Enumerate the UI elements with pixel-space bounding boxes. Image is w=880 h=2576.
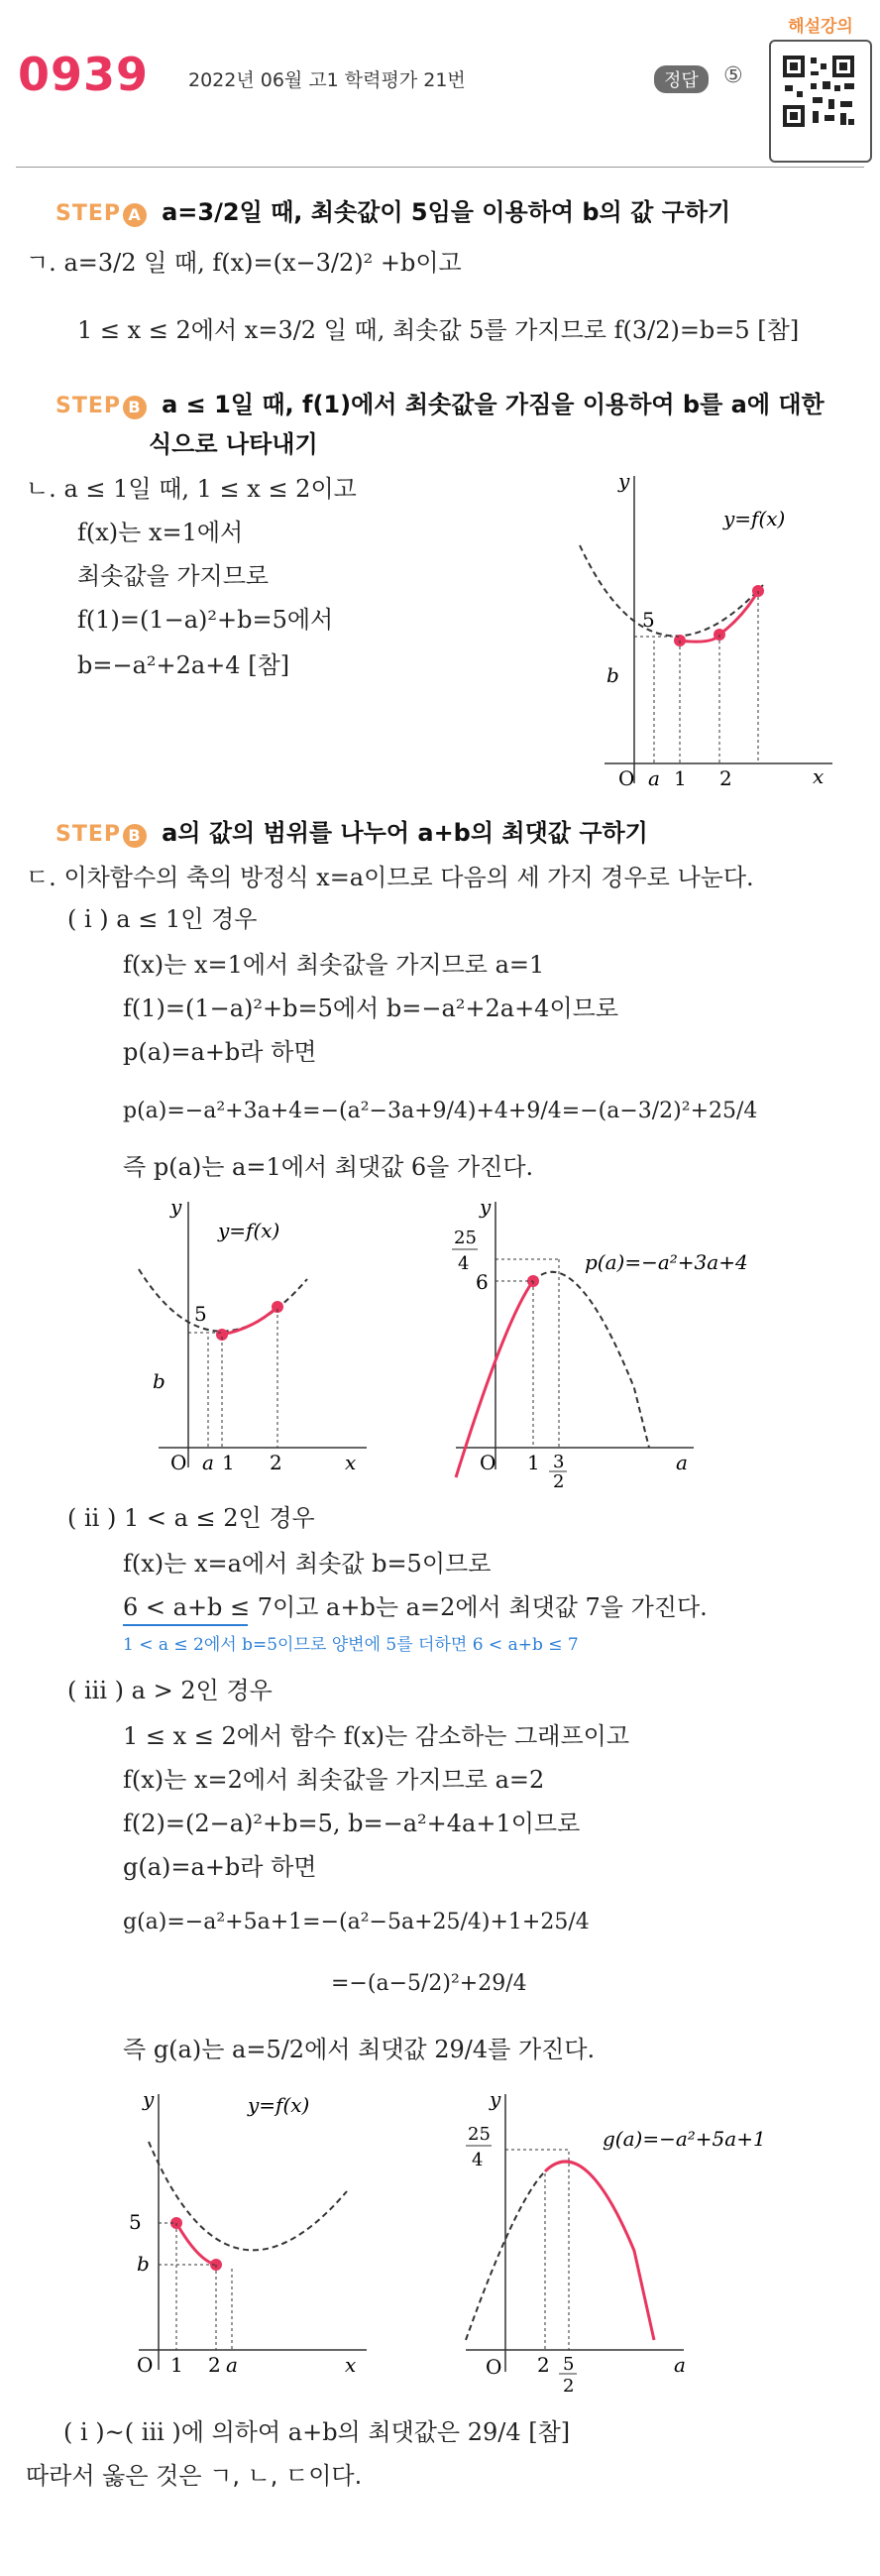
step-a-heading <box>55 192 730 227</box>
value-5-label: 5 <box>129 2210 142 2234</box>
tick-2: 2 <box>537 2353 550 2377</box>
value-6-label: 6 <box>476 1270 489 1294</box>
answer-value: ⑤ <box>723 63 743 88</box>
case3-line4: g(a)=a+b라 하면 <box>123 1853 317 1881</box>
top-num: 25 <box>468 2124 491 2145</box>
case1-line1: f(x)는 x=1에서 최솟값을 가지므로 a=1 <box>123 951 545 979</box>
step-b-title1: a ≤ 1일 때, f(1)에서 최솟값을 가짐을 이용하여 b를 a에 대한 <box>162 391 825 418</box>
case1-line4: p(a)=−a²+3a+4=−(a²−3a+9/4)+4+9/4=−(a−3/2)²+25/4 <box>123 1099 758 1123</box>
step-b-letter: B <box>123 396 147 419</box>
tick-a: a <box>648 766 660 790</box>
tick-2: 2 <box>208 2353 221 2377</box>
tick-den: 2 <box>563 2376 575 2397</box>
case1-line3: p(a)=a+b라 하면 <box>123 1038 317 1066</box>
case3-line5: g(a)=−a²+5a+1=−(a²−5a+25/4)+1+25/4 <box>123 1910 590 1934</box>
y-axis-label: y <box>170 1195 182 1219</box>
parabola-dashed <box>139 1269 307 1332</box>
step-c-tag: STEP <box>55 822 122 847</box>
curve-label: y=f(x) <box>723 507 786 530</box>
x-axis-label: a <box>676 1451 688 1474</box>
step-a-tag: STEP <box>55 201 122 226</box>
tick-5: 5 <box>563 2354 575 2375</box>
parabola-dashed <box>533 1272 649 1448</box>
case1-line5: 즉 p(a)는 a=1에서 최댓값 6을 가진다. <box>123 1153 534 1181</box>
step-a-letter: A <box>123 203 147 227</box>
top-den: 4 <box>472 2150 484 2170</box>
case3-line1: 1 ≤ x ≤ 2에서 함수 f(x)는 감소하는 그래프이고 <box>123 1722 630 1750</box>
tick-2: 2 <box>270 1451 282 1474</box>
graph-case3-left <box>119 2082 396 2380</box>
origin-label: O <box>480 1451 496 1474</box>
tick-1: 1 <box>527 1451 540 1474</box>
curve-label: y=f(x) <box>248 2093 310 2117</box>
graph-case3-right <box>446 2082 862 2400</box>
tick-1: 1 <box>222 1451 235 1474</box>
value-5-label: 5 <box>642 608 655 632</box>
parabola-highlight <box>222 1307 277 1335</box>
origin-label: O <box>137 2353 154 2377</box>
parabola-highlight <box>545 2162 654 2340</box>
conclusion-line1: ( i )~( iii )에 의하여 a+b의 최댓값은 29/4 [참] <box>63 2418 571 2446</box>
graph-case1-left <box>119 1190 377 1487</box>
graph-case1-right <box>436 1190 852 1487</box>
step-b-line5: b=−a²+2a+4 [참] <box>77 651 290 679</box>
step-c-heading <box>55 813 648 848</box>
tick-3: 3 <box>553 1452 565 1472</box>
b-label: b <box>606 663 619 687</box>
case3-line7: 즉 g(a)는 a=5/2에서 최댓값 29/4를 가진다. <box>123 2036 596 2063</box>
qr-label: 해설강의 <box>788 17 853 37</box>
case2-head: ( ii ) 1 < a ≤ 2인 경우 <box>67 1504 315 1532</box>
header-divider <box>16 167 864 168</box>
case3-line6: =−(a−5/2)²+29/4 <box>331 1971 527 1996</box>
x-axis-label: a <box>674 2353 686 2377</box>
step-a-title: a=3/2일 때, 최솟값이 5임을 이용하여 b의 값 구하기 <box>162 198 731 226</box>
qr-icon <box>771 42 866 157</box>
step-b-line1: ㄴ. a ≤ 1일 때, 1 ≤ x ≤ 2이고 <box>26 475 357 503</box>
b-label: b <box>153 1369 165 1393</box>
parabola-highlight <box>176 2223 216 2265</box>
y-axis-label: y <box>480 1195 492 1219</box>
y-axis-label: y <box>143 2087 155 2111</box>
top-den: 4 <box>458 1253 470 1274</box>
tick-den: 2 <box>553 1471 565 1487</box>
curve-label: p(a)=−a²+3a+4 <box>585 1250 748 1274</box>
tick-a: a <box>226 2353 238 2377</box>
step-c-intro: ㄷ. 이차함수의 축의 방정식 x=a이므로 다음의 세 가지 경우로 나눈다. <box>26 864 754 891</box>
y-axis-label: y <box>618 469 630 493</box>
case1-head: ( i ) a ≤ 1인 경우 <box>67 905 258 933</box>
value-5-label: 5 <box>194 1302 207 1326</box>
case2-line2: 6 < a+b ≤ 7이고 a+b는 a=2에서 최댓값 7을 가진다. <box>123 1593 708 1621</box>
step-b-title2: 식으로 나타내기 <box>149 430 318 458</box>
case3-line3: f(2)=(2−a)²+b=5, b=−a²+4a+1이므로 <box>123 1810 581 1837</box>
parabola-highlight-2 <box>719 591 758 635</box>
problem-number: 0939 <box>18 48 150 101</box>
origin-label: O <box>618 766 635 790</box>
answer-badge: 정답 <box>654 65 709 93</box>
case1-line2: f(1)=(1−a)²+b=5에서 b=−a²+2a+4이므로 <box>123 995 619 1022</box>
underline <box>123 1624 248 1626</box>
step-a-line1: ㄱ. a=3/2 일 때, f(x)=(x−3/2)² +b이고 <box>26 249 462 277</box>
curve-label: g(a)=−a²+5a+1 <box>603 2127 766 2151</box>
step-b-heading <box>55 385 825 419</box>
parabola-dashed <box>149 2142 347 2250</box>
origin-label: O <box>170 1451 187 1474</box>
step-b-line4: f(1)=(1−a)²+b=5에서 <box>77 606 334 634</box>
step-b-line3: 최솟값을 가지므로 <box>77 562 270 590</box>
tick-1: 1 <box>674 766 687 790</box>
case2-note: 1 < a ≤ 2에서 b=5이므로 양변에 5를 더하면 6 < a+b ≤ 7 <box>123 1635 579 1655</box>
curve-label: y=f(x) <box>218 1219 280 1242</box>
step-b-line2: f(x)는 x=1에서 <box>77 519 244 546</box>
tick-2: 2 <box>719 766 732 790</box>
step-c-title: a의 값의 범위를 나누어 a+b의 최댓값 구하기 <box>162 819 648 847</box>
conclusion-line2: 따라서 옳은 것은 ㄱ, ㄴ, ㄷ이다. <box>26 2462 363 2490</box>
top-num: 25 <box>454 1228 477 1248</box>
origin-label: O <box>486 2355 502 2379</box>
case2-line1: f(x)는 x=a에서 최솟값 b=5이므로 <box>123 1550 492 1578</box>
case3-head: ( iii ) a > 2인 경우 <box>67 1677 273 1704</box>
qr-code[interactable] <box>769 40 872 163</box>
case3-line2: f(x)는 x=2에서 최솟값을 가지므로 a=2 <box>123 1766 545 1794</box>
y-axis-label: y <box>490 2087 501 2111</box>
graph-step-b <box>545 466 842 793</box>
x-axis-label: x <box>345 2353 357 2377</box>
b-label: b <box>137 2252 150 2276</box>
tick-a: a <box>202 1451 214 1474</box>
tick-1: 1 <box>170 2353 183 2377</box>
problem-source: 2022년 06월 고1 학력평가 21번 <box>188 69 466 91</box>
step-a-line2: 1 ≤ x ≤ 2에서 x=3/2 일 때, 최솟값 5를 가지므로 f(3/2)=b=5 [참] <box>77 316 800 344</box>
step-c-letter: B <box>123 824 147 848</box>
x-axis-label: x <box>813 764 825 788</box>
x-axis-label: x <box>345 1451 357 1474</box>
step-b-tag: STEP <box>55 394 122 418</box>
